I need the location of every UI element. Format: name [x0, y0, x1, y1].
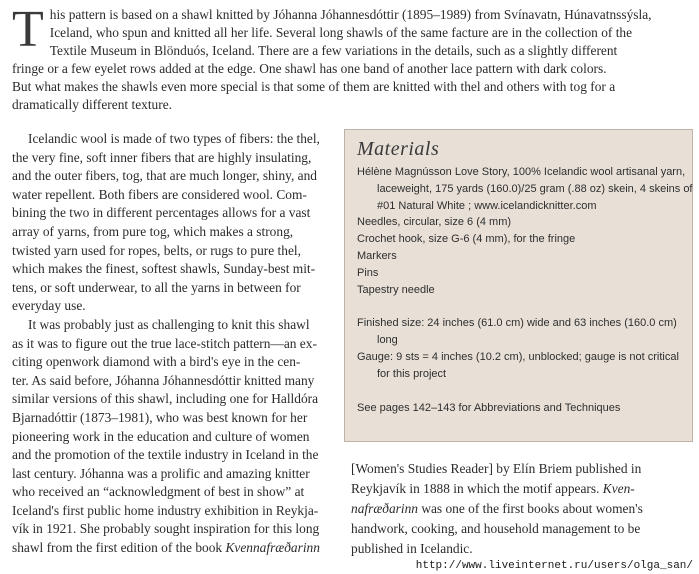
text-line: bining the two in different percentages allows for a vast: [12, 205, 311, 221]
materials-finished-size: Finished size: 24 inches (61.0 cm) wide and 63 inches (160.0 cm): [357, 317, 677, 330]
materials-markers: Markers: [357, 249, 397, 262]
intro-line: Iceland, who spun and knitted all her life. Several long shawls of the same facture are in the collection of the: [49, 25, 633, 40]
materials-see-pages: See pages 142–143 for Abbreviations and Techniques: [357, 401, 621, 414]
text-line: water repellent. Both fibers are considered wool. Com-: [12, 186, 307, 202]
materials-title: Materials: [357, 138, 440, 160]
text-line: [12, 539, 338, 558]
text-line: pioneering work in the education and culture of women: [12, 428, 310, 444]
intro-line: Textile Museum in Blönduós, Iceland. There are a few variations in the details, such as a slightly different: [49, 43, 618, 58]
materials-needles: Needles, circular, size 6 (4 mm): [357, 216, 512, 229]
text-line: twisted yarn used for ropes, belts, or rugs to pure thel,: [12, 242, 301, 258]
text-line: handwork, cooking, and household management to be: [351, 521, 641, 536]
text-line: and the outer fibers, tog, that are much longer, shiny, and: [12, 168, 318, 184]
text-segment: was one of the first books about women's: [417, 501, 643, 516]
text-line: tens, or soft underwear, to all the yarns in between for: [12, 279, 301, 295]
book-title: Kven-: [602, 481, 635, 496]
materials-yarn-cont: laceweight, 175 yards (160.0)/25 gram (.88 oz) skein, 4 skeins of: [377, 182, 693, 195]
text-segment: shawl from the first edition of the book: [12, 540, 226, 556]
text-line: everyday use.: [12, 298, 86, 314]
paragraph-wool-fibers: [12, 130, 338, 316]
watermark-url: http://www.liveinternet.ru/users/olga_san/: [415, 560, 693, 572]
text-line: last century. Jóhanna was a prolific and amazing knitter: [12, 465, 310, 481]
intro-line: his pattern is based on a shawl knitted by Jóhanna Jóhannesdóttir (1895–1989) from Svínavatn, Húnavatnssýsla,: [49, 7, 652, 22]
text-line: similar versions of this shawl, including one for Halldóra: [12, 391, 319, 407]
materials-hook: Crochet hook, size G-6 (4 mm), for the fringe: [357, 233, 576, 246]
text-line: which makes the finest, softest shawls, Sunday-best mit-: [12, 261, 316, 277]
materials-yarn: Hélène Magnússon Love Story, 100% Icelandic wool artisanal yarn,: [357, 166, 686, 178]
text-line: [351, 499, 691, 519]
text-line: and the promotion of the textile industry in Iceland in the: [12, 447, 319, 463]
left-column: [12, 130, 338, 558]
text-line: [Women's Studies Reader] by Elín Briem published in: [351, 461, 642, 476]
text-line: published in Icelandic.: [351, 541, 473, 556]
materials-gauge-cont: for this project: [377, 367, 447, 380]
book-title: Kvennafræðarinn: [225, 540, 320, 556]
materials-gauge: Gauge: 9 sts = 4 inches (10.2 cm), unblocked; gauge is not critical: [357, 350, 679, 363]
right-column: [351, 459, 691, 559]
text-line: Icelandic wool is made of two types of fibers: the thel,: [28, 131, 320, 146]
text-line: the very fine, soft inner fibers that are highly insulating,: [12, 149, 312, 165]
materials-yarn-cont: #01 Natural White ; www.icelandicknitter.com: [377, 199, 597, 212]
intro-line: But what makes the shawls even more special is that some of them are knitted with thel and others with tog for a: [12, 79, 616, 94]
text-line: Bjarnadóttir (1873–1981), who was best known for her: [12, 409, 308, 425]
text-line: who received an “acknowledgment of best in show” at: [12, 484, 305, 500]
text-line: citing openwork diamond with a bird's eye in the cen-: [12, 354, 301, 370]
intro-line: fringe or a few eyelet rows added at the edge. One shawl has one band of another lace pattern with dark colors.: [12, 61, 607, 76]
intro-line: dramatically different texture.: [12, 97, 172, 112]
text-line: Iceland's first public home industry exhibition in Reykja-: [12, 502, 319, 518]
text-line: ter. As said before, Jóhanna Jóhannesdóttir knitted many: [12, 372, 315, 388]
text-line: It was probably just as challenging to knit this shawl: [28, 316, 310, 332]
paragraph-history: [12, 316, 338, 558]
materials-finished-size-cont: long: [377, 334, 398, 347]
drop-cap: T: [12, 1, 44, 58]
text-line: array of yarns, from pure tog, which makes a strong,: [12, 223, 294, 239]
text-line: vík in 1921. She probably sought inspiration for this long: [12, 521, 320, 537]
book-title: nafræðarinn: [351, 501, 418, 516]
materials-box: [344, 129, 693, 442]
intro-paragraph: [12, 1, 694, 114]
text-segment: Reykjavík in 1888 in which the motif appears.: [351, 481, 603, 496]
text-line: as it was to figure out the true lace-stitch pattern—an ex-: [12, 335, 317, 351]
materials-pins: Pins: [357, 266, 379, 279]
materials-tapestry: Tapestry needle: [357, 283, 435, 296]
text-line: [351, 479, 691, 499]
